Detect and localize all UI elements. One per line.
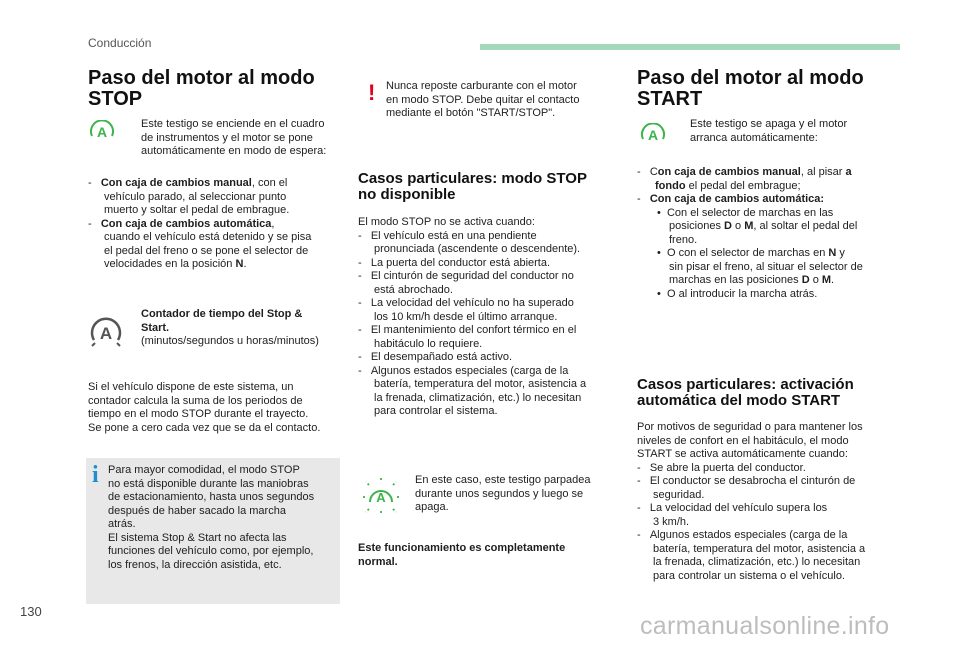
svg-text:A: A [647, 127, 659, 143]
stop-start-blinking-icon [362, 478, 400, 516]
stop-start-green-a-icon-off [640, 123, 666, 145]
svg-text:A: A [376, 490, 386, 505]
list-item: - Se abre la puerta del conductor. [637, 461, 806, 474]
watermark: carmanualsonline.info [640, 612, 890, 640]
left-title: Paso del motor al modo STOP [88, 67, 315, 110]
stop-start-counter-icon [88, 314, 124, 350]
list-item: - Con caja de cambios manual, al pisar a [637, 166, 852, 178]
start-conditions-list: - Con caja de cambios manual, al pisar a fondo el pedal del embrague; - Con caja de cambios automática: • Con el selector de marchas en las posiciones D o M, al soltar el pedal del freno. • O con el selector de marchas en N y sin pisar el freno, al situar el selector de marchas en las posiciones D o M. • O al introducir la marcha atrás. [637, 166, 863, 300]
counter-description: Contador de tiempo del Stop & Start. (minutos/segundos u horas/minutos) [141, 308, 319, 347]
section-label: Conducción [88, 36, 152, 50]
stop-unavailable-title: Casos particulares: modo STOP no disponible [358, 170, 587, 203]
svg-text:A: A [96, 124, 108, 140]
list-item: - El vehículo está en una pendiente [358, 229, 537, 242]
counter-paragraph: Si el vehículo dispone de este sistema, un contador calcula la suma de los periodos de tiempo en el modo STOP durante el trayecto. Se pone a cero cada vez que se da el contacto. [88, 381, 321, 434]
right-title: Paso del motor al modo START [637, 67, 864, 110]
list-item: - El desempañado está activo. [358, 351, 513, 363]
blinking-description: En este caso, este testigo parpadea durante unos segundos y luego se apaga. [415, 474, 591, 513]
info-icon: i [92, 462, 99, 488]
list-item: - La velocidad del vehículo no ha superado [358, 297, 574, 309]
list-item: - Con caja de cambios automática: [637, 193, 825, 205]
list-item: - La puerta del conductor está abierta. [358, 256, 551, 269]
warning-text: Nunca reposte carburante con el motor en modo STOP. Debe quitar el contacto mediante el botón "START/STOP". [386, 80, 580, 119]
list-item: - Algunos estados especiales (carga de la [358, 364, 569, 377]
list-item: - Con caja de cambios automática, [88, 217, 275, 230]
list-item: - El mantenimiento del confort térmico en el [358, 324, 577, 336]
stop-unavailable-list: El modo STOP no se activa cuando: - El vehículo está en una pendiente pronunciada (ascendente o descendente). - La puerta del conductor está abierta. - El cinturón de seguridad del conductor no está abrochado. - La velocidad del vehículo no ha superado los 10 km/h desde el último arranque. - El mantenimiento del confort térmico en el habitáculo lo requiere. - El desempañado está activo. - Algunos estados especiales (carga de la batería, temperatura del motor, asistencia a la frenada, climatización, etc.) lo necesitan para controlar el sistema. [358, 216, 587, 417]
sub-list-item: • O al introducir la marcha atrás. [657, 287, 818, 300]
list-item: - Algunos estados especiales (carga de la [637, 529, 848, 541]
list-item: - El cinturón de seguridad del conductor no [358, 270, 574, 282]
list-item: - Con caja de cambios manual, con el [88, 177, 288, 189]
list-item: - La velocidad del vehículo supera los [637, 502, 828, 514]
section-accent-bar [480, 44, 900, 50]
page-number: 130 [20, 604, 42, 619]
start-activation-title: Casos particulares: activación automática del modo START [637, 376, 854, 409]
info-box-text: Para mayor comodidad, el modo STOP no está disponible durante las maniobras de estacionamiento, hasta unos segundos después de haber sacado la marcha atrás. El sistema Stop & Start no afecta las funciones del vehículo como, por ejemplo, los frenos, la dirección asistida, etc. [108, 464, 315, 571]
stop-start-green-a-icon [89, 120, 115, 142]
list-item: - El conductor se desabrocha el cinturón de [637, 475, 856, 487]
stop-indicator-text: Este testigo se enciende en el cuadro de instrumentos y el motor se pone automáticamente en modo de espera: [141, 118, 327, 157]
stop-conditions-list: - Con caja de cambios manual, con el vehículo parado, al seleccionar punto muerto y soltar el pedal de embrague. - Con caja de cambios automática, cuando el vehículo está detenido y se pisa el pedal del freno o se pone el selector de velocidades en la posición N. [88, 177, 312, 270]
sub-list-item: • Con el selector de marchas en las [657, 206, 834, 219]
svg-text:A: A [99, 324, 113, 343]
warning-icon: ! [368, 80, 376, 105]
start-indicator-text: Este testigo se apaga y el motor arranca automáticamente: [690, 118, 848, 144]
start-activation-list: Por motivos de seguridad o para mantener los niveles de confort en el habitáculo, el modo START se activa automáticamente cuando: - Se abre la puerta del conductor. - El conductor se desabrocha el cinturón de seguridad. - La velocidad del vehículo supera los 3 km/h. - Algunos estados especiales (carga de la batería, temperatura del motor, asistencia a la frenada, climatización, etc.) lo necesitan para controlar un sistema o el vehículo. [637, 421, 866, 582]
normal-operation-note: Este funcionamiento es completamente normal. [358, 542, 566, 568]
sub-list-item: • O con el selector de marchas en N y [657, 247, 845, 259]
